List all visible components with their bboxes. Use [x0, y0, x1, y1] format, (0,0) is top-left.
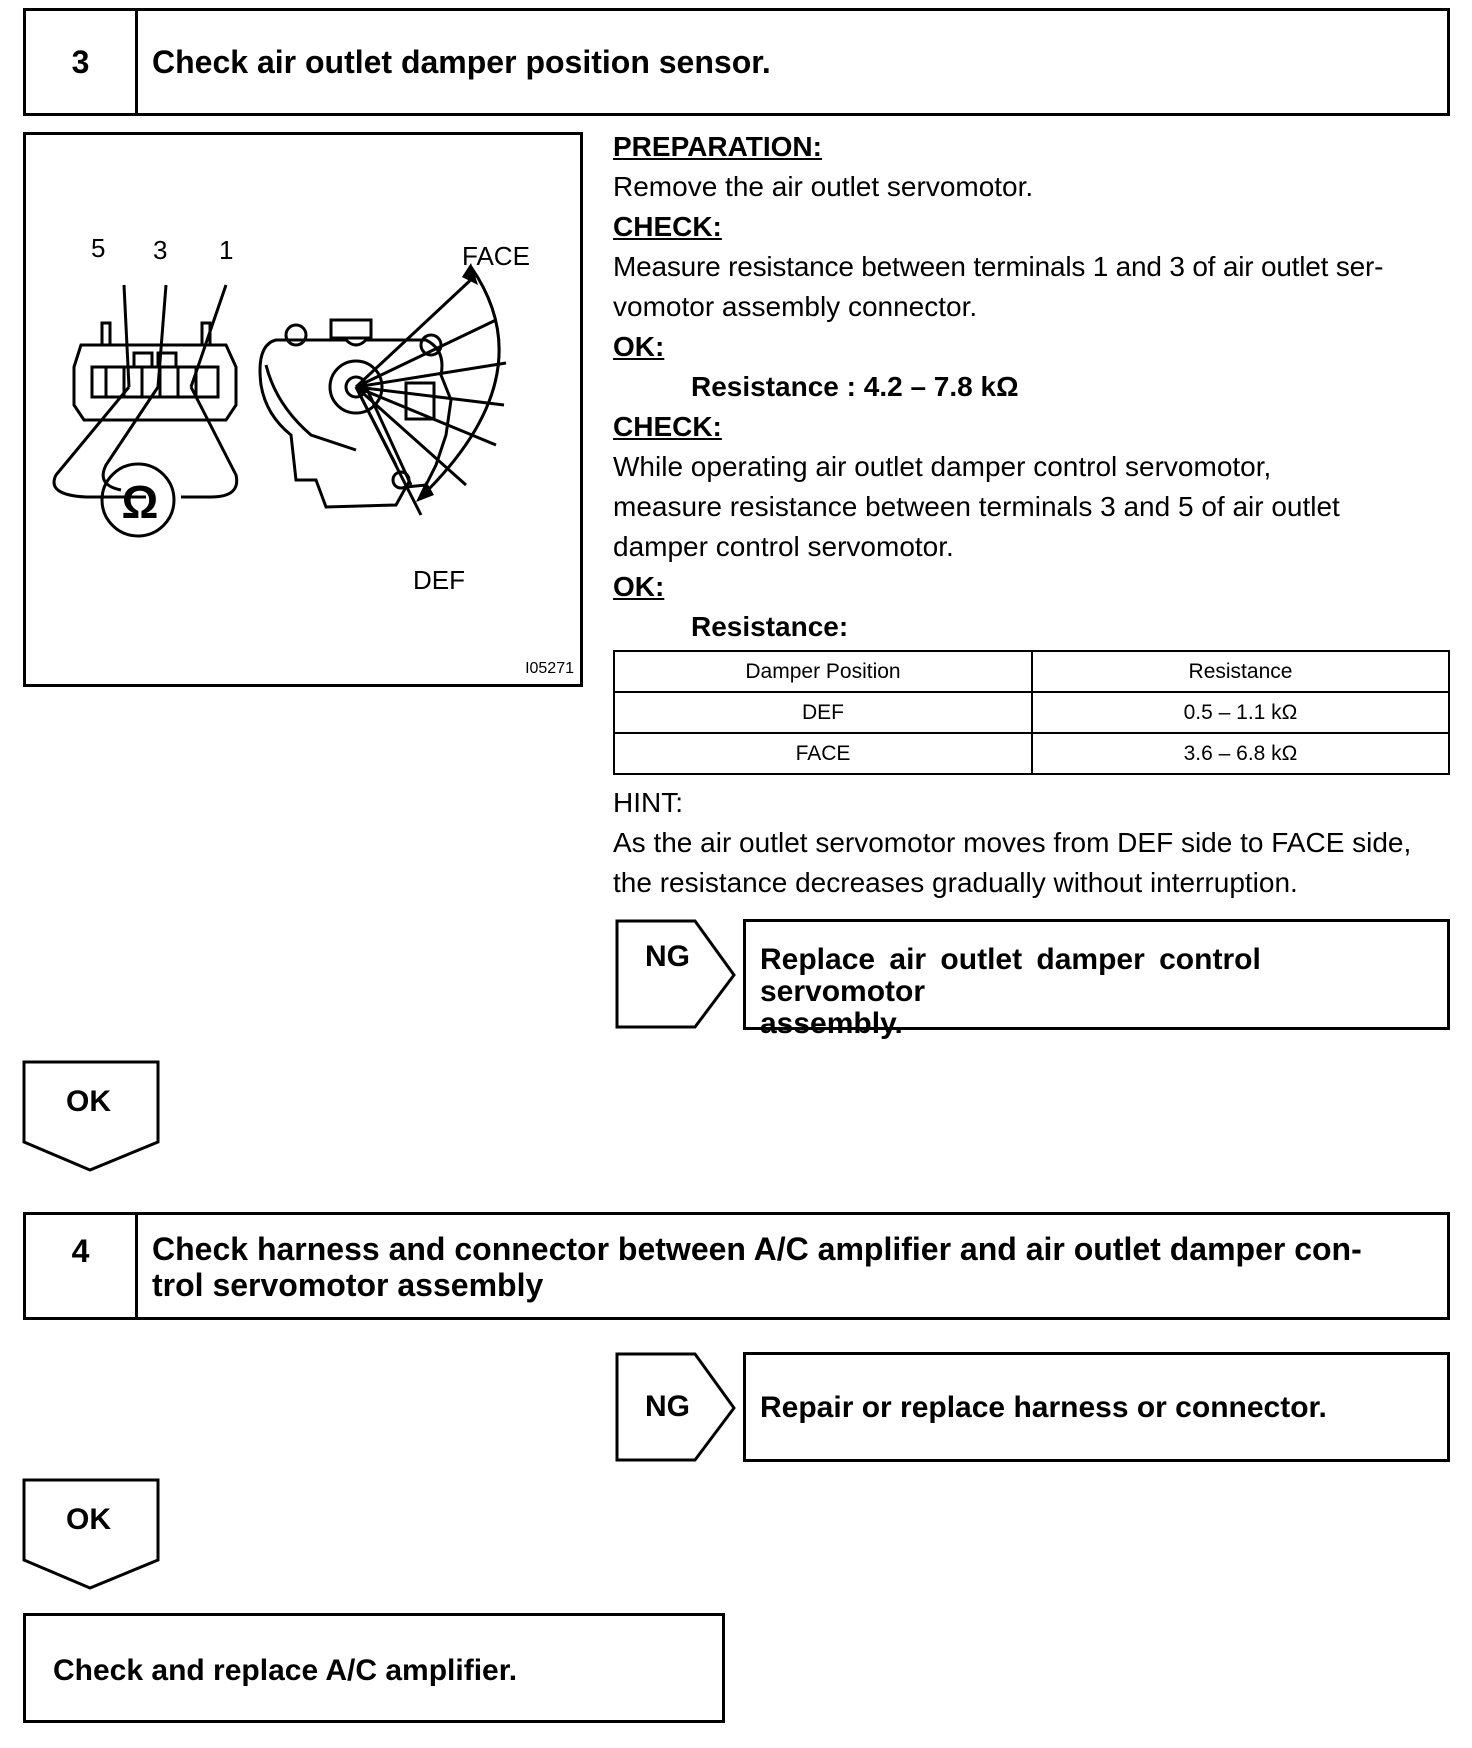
check-1-line-2: vomotor assembly connector. [613, 291, 978, 322]
step-4-title-line-1: Check harness and connector between A/C amplifier and air outlet damper con- [152, 1231, 1362, 1267]
check-2-line-3: damper control servomotor. [613, 531, 954, 562]
step-3-header [23, 8, 1450, 116]
ng-1-arrow-box [615, 919, 737, 1031]
ng-1-action-box [743, 919, 1450, 1040]
hint-line-1: As the air outlet servomotor moves from DEF side to FACE side, [613, 827, 1412, 858]
ohm-symbol: Ω [121, 476, 159, 528]
hint-line-2: the resistance decreases gradually without interruption. [613, 867, 1298, 898]
ok-2-label: OK [66, 1503, 111, 1536]
check-2-heading: CHECK: [613, 411, 722, 442]
table-header-row [614, 651, 1449, 692]
table-cell: 0.5 – 1.1 kΩ [1032, 692, 1449, 733]
figure-frame [23, 132, 583, 687]
resistance-table [613, 650, 1450, 775]
table-header: Resistance [1032, 651, 1449, 692]
check-1-heading: CHECK: [613, 211, 722, 242]
hint-heading: HINT: [613, 787, 683, 818]
figure-id: I05271 [525, 660, 574, 677]
ng-1-action-line-2: assembly. [760, 1007, 903, 1040]
step-4-header [23, 1212, 1450, 1320]
ng-2-action-box [743, 1352, 1450, 1462]
ok-2-value: Resistance: [691, 611, 849, 642]
step-4-number [26, 1215, 138, 1317]
check-2-line-2: measure resistance between terminals 3 and 5 of air outlet [613, 491, 1340, 522]
check-2-line-1: While operating air outlet damper control servomotor, [613, 451, 1272, 482]
ng-2-action-text: Repair or replace harness or connector. [760, 1391, 1327, 1424]
def-label: DEF [413, 565, 465, 595]
ok-1-heading: OK: [613, 331, 665, 362]
ok-1-label: OK [66, 1085, 111, 1118]
table-row [614, 733, 1449, 774]
step-4-title [152, 1215, 1427, 1333]
step-3-number: 3 [26, 11, 138, 113]
table-header: Damper Position [614, 651, 1032, 692]
face-label: FACE [462, 241, 530, 271]
ok-2-heading: OK: [613, 571, 665, 602]
step-4-title-line-2: trol servomotor assembly [152, 1267, 544, 1303]
check-1-line-1: Measure resistance between terminals 1 and 3 of air outlet ser- [613, 251, 1384, 282]
table-cell: FACE [614, 733, 1032, 774]
ng-1-action-line-1: Replace air outlet damper control servomotor [760, 943, 1261, 1008]
pin-3-label: 3 [153, 235, 168, 265]
preparation-heading: PREPARATION: [613, 131, 822, 162]
table-cell: DEF [614, 692, 1032, 733]
table-cell: 3.6 – 6.8 kΩ [1032, 733, 1449, 774]
final-action-box [23, 1613, 725, 1723]
instructions [613, 127, 1463, 647]
final-action-text: Check and replace A/C amplifier. [53, 1654, 518, 1687]
hint [613, 783, 1468, 903]
ng-1-action-text [760, 944, 1439, 1040]
ok-1-value: Resistance : 4.2 – 7.8 kΩ [691, 371, 1019, 402]
preparation-text: Remove the air outlet servomotor. [613, 171, 1034, 202]
ng-2-label: NG [645, 1390, 690, 1423]
pin-5-label: 5 [91, 233, 106, 263]
servomotor-diagram [26, 135, 580, 684]
pin-1-label: 1 [219, 235, 234, 265]
table-row [614, 692, 1449, 733]
step-4-number-text: 4 [71, 1233, 90, 1269]
ng-1-label: NG [645, 940, 690, 973]
step-3-title: Check air outlet damper position sensor. [152, 44, 771, 80]
